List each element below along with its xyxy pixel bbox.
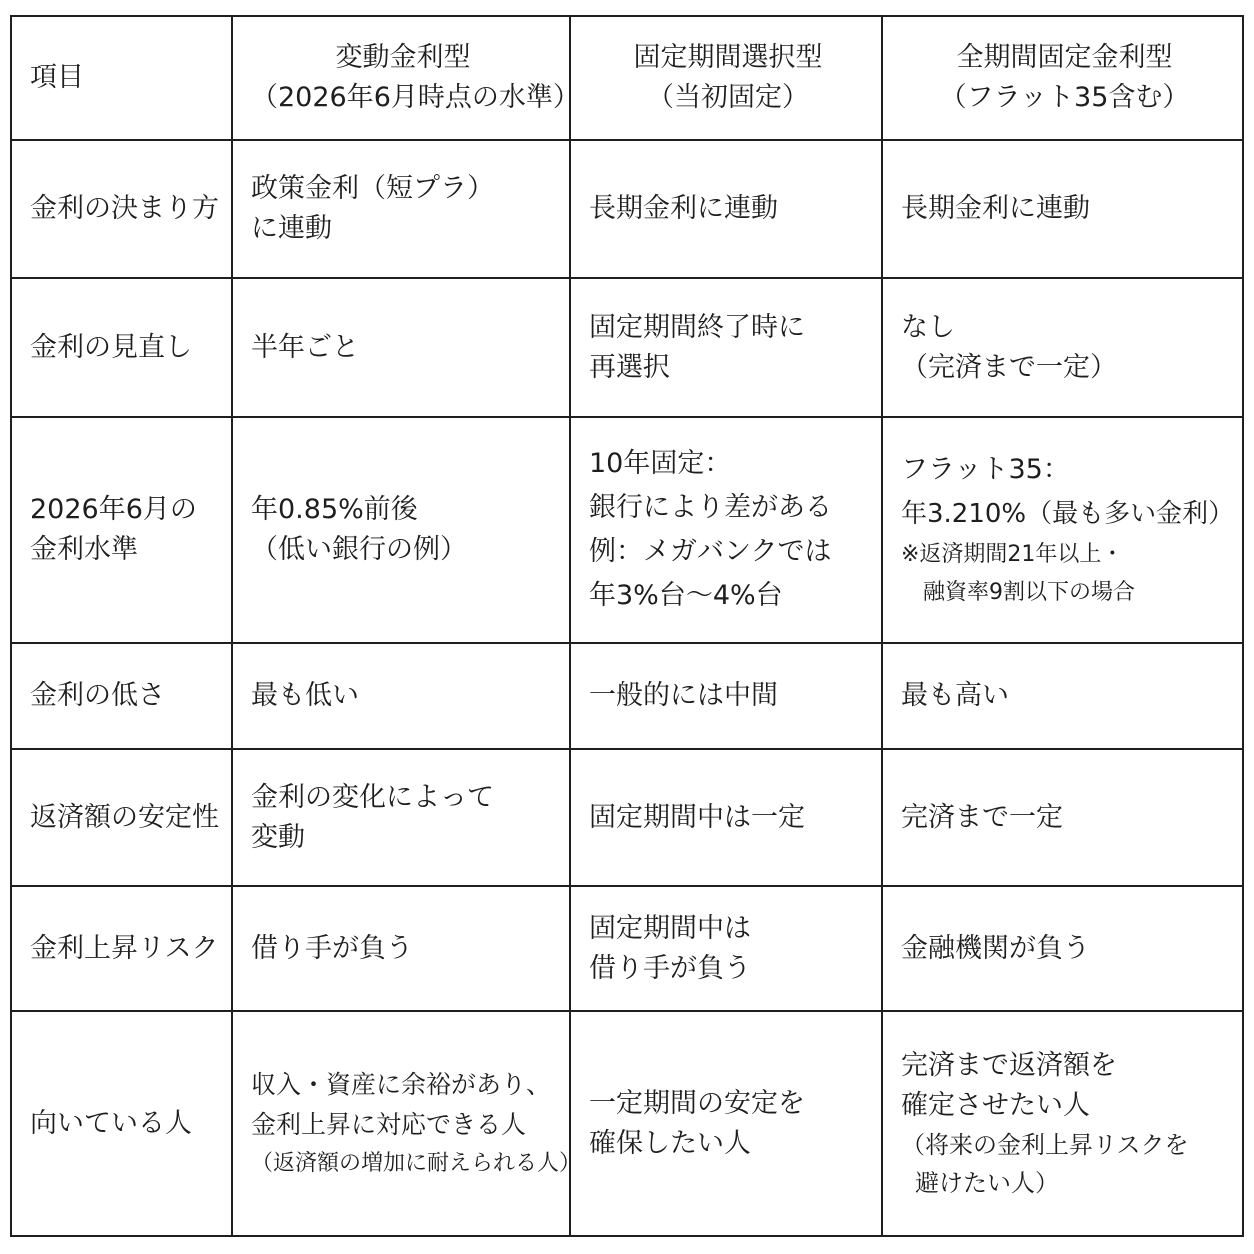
row-label xyxy=(11,278,232,417)
cell-text: 完済まで返済額を xyxy=(901,1049,1117,1081)
cell-text: 完済まで一定 xyxy=(901,801,1063,833)
cell-text: 政策金利（短プラ） xyxy=(251,173,494,204)
cell-full-fixed xyxy=(882,417,1243,643)
header-item xyxy=(11,16,232,140)
cell-note: （返済額の増加に耐えられる人） xyxy=(251,1150,582,1176)
cell-full-fixed xyxy=(882,1011,1243,1236)
table-row xyxy=(11,140,1243,278)
cell-fixed-period xyxy=(570,1011,882,1236)
row-label-text: 金利の決まり方 xyxy=(30,193,219,224)
table-row xyxy=(11,886,1243,1011)
cell-variable xyxy=(232,278,570,417)
cell-fixed-period xyxy=(570,278,882,417)
header-fixed-period-subtitle: （当初固定） xyxy=(647,82,809,113)
row-label-text: 金利の低さ xyxy=(30,680,165,711)
row-label-text: 返済額の安定性 xyxy=(30,801,219,833)
cell-note: 融資率9割以下の場合 xyxy=(923,580,1135,605)
cell-text: 最も低い xyxy=(251,680,359,711)
cell-text: 年3.210%（最も多い金利） xyxy=(901,499,1235,529)
cell-variable xyxy=(232,643,570,749)
cell-text: 一般的には中間 xyxy=(589,680,778,711)
cell-text: 銀行により差がある xyxy=(589,492,832,523)
header-variable-rate xyxy=(232,16,580,140)
cell-text: 借り手が負う xyxy=(589,952,751,984)
cell-text: 金利上昇に対応できる人 xyxy=(251,1109,527,1139)
cell-fixed-period xyxy=(570,749,882,886)
row-label-text: 金利の見直し xyxy=(30,331,192,363)
cell-text: 長期金利に連動 xyxy=(589,193,778,224)
cell-text: 例：メガバンクでは xyxy=(589,536,832,567)
row-label xyxy=(11,886,232,1011)
table-row xyxy=(11,417,1243,643)
header-item-label: 項目 xyxy=(30,62,84,93)
cell-text: なし xyxy=(901,311,955,343)
cell-fixed-period xyxy=(570,417,882,643)
row-label xyxy=(11,140,232,278)
table-row xyxy=(11,749,1243,886)
header-variable-title: 変動金利型 xyxy=(335,42,471,73)
row-label-text: 金利上昇リスク xyxy=(30,932,219,964)
table-row xyxy=(11,1011,1243,1236)
cell-text: 確定させたい人 xyxy=(901,1089,1090,1121)
cell-text: 再選択 xyxy=(589,351,670,383)
row-label xyxy=(11,749,232,886)
header-full-fixed xyxy=(882,16,1243,140)
row-label xyxy=(11,417,232,643)
row-label-text: 金利水準 xyxy=(30,534,138,565)
cell-full-fixed xyxy=(882,278,1243,417)
cell-text: （低い銀行の例） xyxy=(251,534,467,565)
comparison-table xyxy=(10,15,1244,1237)
cell-variable xyxy=(232,417,570,643)
cell-note: ※返済期間21年以上・ xyxy=(901,542,1124,567)
header-variable-subtitle: （2026年6月時点の水準） xyxy=(251,82,580,113)
header-fixed-period-title: 固定期間選択型 xyxy=(633,42,823,73)
cell-text: 借り手が負う xyxy=(251,932,413,964)
row-label xyxy=(11,643,232,749)
cell-fixed-period xyxy=(570,643,882,749)
cell-text: 10年固定： xyxy=(589,448,732,479)
cell-full-fixed xyxy=(882,140,1243,278)
cell-note: 避けたい人） xyxy=(915,1168,1059,1197)
cell-variable xyxy=(232,1011,582,1236)
row-label xyxy=(11,1011,232,1236)
cell-text: 長期金利に連動 xyxy=(901,193,1090,224)
row-label-text: 2026年6月の xyxy=(30,494,197,525)
cell-text: 収入・資産に余裕があり、 xyxy=(251,1069,552,1099)
cell-text: 固定期間終了時に xyxy=(589,311,805,343)
cell-text: 金融機関が負う xyxy=(901,932,1090,964)
header-fixed-period xyxy=(570,16,882,140)
cell-text: 一定期間の安定を xyxy=(589,1087,805,1119)
table-row xyxy=(11,643,1243,749)
cell-variable xyxy=(232,140,570,278)
cell-fixed-period xyxy=(570,886,882,1011)
cell-variable xyxy=(232,749,570,886)
cell-text: 年0.85%前後 xyxy=(251,494,418,525)
cell-text: 固定期間中は一定 xyxy=(589,801,805,833)
cell-text: 年3%台〜4%台 xyxy=(589,580,783,611)
cell-note: （将来の金利上昇リスクを xyxy=(901,1130,1189,1159)
cell-variable xyxy=(232,886,570,1011)
cell-text: 金利の変化によって xyxy=(251,781,494,813)
cell-full-fixed xyxy=(882,886,1243,1011)
cell-text: 最も高い xyxy=(901,680,1009,711)
header-full-fixed-title: 全期間固定金利型 xyxy=(956,42,1173,73)
header-full-fixed-subtitle: （フラット35含む） xyxy=(939,82,1190,113)
table-row xyxy=(11,278,1243,417)
cell-text: に連動 xyxy=(251,213,332,244)
cell-text: 半年ごと xyxy=(251,331,359,363)
cell-text: フラット35： xyxy=(901,454,1070,485)
cell-fixed-period xyxy=(570,140,882,278)
cell-text: 固定期間中は xyxy=(589,912,751,944)
cell-full-fixed xyxy=(882,749,1243,886)
row-label-text: 向いている人 xyxy=(30,1107,192,1139)
cell-text: 変動 xyxy=(251,821,305,853)
cell-full-fixed xyxy=(882,643,1243,749)
cell-text: 確保したい人 xyxy=(589,1127,751,1159)
cell-text: （完済まで一定） xyxy=(901,351,1117,383)
table-header-row xyxy=(11,16,1243,140)
